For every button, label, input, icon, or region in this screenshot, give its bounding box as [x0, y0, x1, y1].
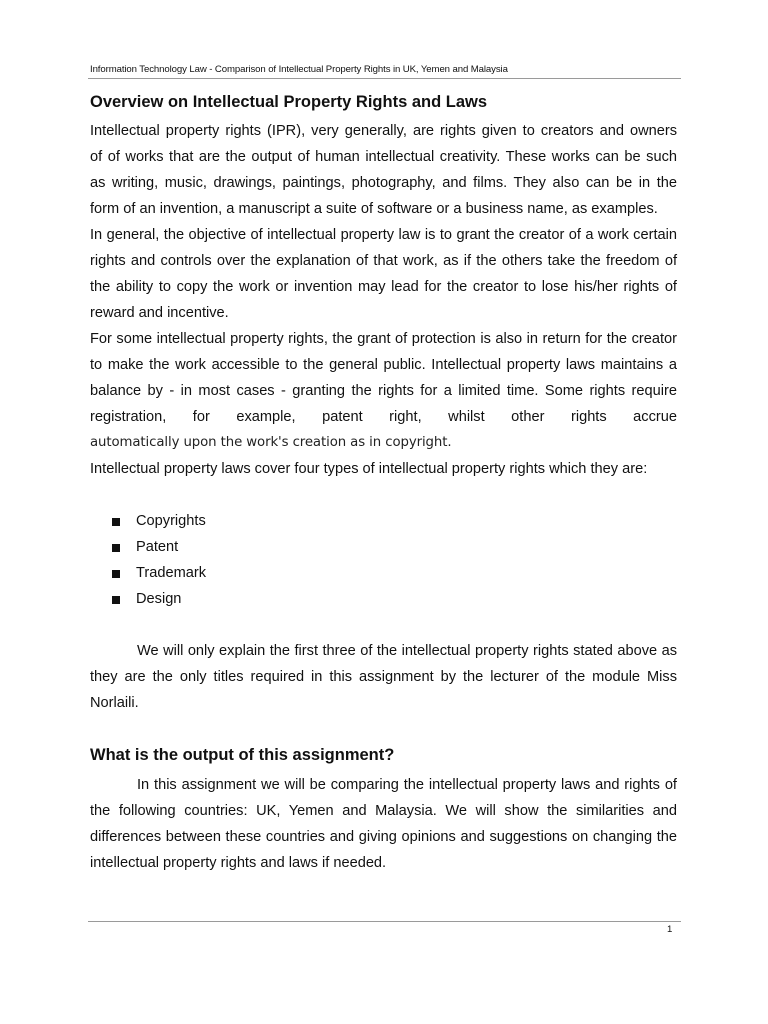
- paragraph-line: form of an invention, a manuscript a suite of software or a business name, as examples.: [90, 201, 658, 217]
- page-number: 1: [667, 924, 673, 935]
- paragraph-line: of of works that are the output of human intellectual creativity. These works can be such: [90, 149, 677, 165]
- paragraph-ipr-protection-end: automatically upon the work's creation as in copyright.: [90, 435, 452, 450]
- list-item: [112, 534, 206, 560]
- list-item: [112, 508, 206, 534]
- list-item-label: Copyrights: [136, 513, 206, 529]
- list-item-label: Design: [136, 591, 182, 607]
- footer-rule: [88, 921, 681, 922]
- paragraph-assignment-output: In this assignment we will be comparing the intellectual property laws and rights of the following countries: UK, Yemen and Malaysia. We will show the similarities and differences between these countries and giving opinions and suggestions on changing the intellectual property rights and laws if needed.: [90, 777, 677, 871]
- paragraph-line: Intellectual property rights (IPR), very generally, are rights given to creators and owners: [90, 123, 677, 139]
- paragraph-ipr-types-intro: Intellectual property laws cover four types of intellectual property rights which they are:: [90, 461, 648, 477]
- list-item-label: Trademark: [136, 565, 207, 581]
- paragraph-line: as writing, music, drawings, paintings, photography, and films. They also can be in the: [90, 175, 677, 191]
- square-bullet-icon: [112, 544, 120, 552]
- list-item: [112, 586, 206, 612]
- list-item: [112, 560, 206, 586]
- header-rule: [88, 78, 681, 79]
- paragraph-scope: We will only explain the first three of the intellectual property rights stated above as they are the only titles required in this assignment by the lecturer of the module Miss Norlaili.: [90, 643, 677, 711]
- list-item-label: Patent: [136, 539, 179, 555]
- square-bullet-icon: [112, 518, 120, 526]
- running-header: Information Technology Law - Comparison of Intellectual Property Rights in UK, Yemen and Malaysia: [90, 64, 508, 75]
- paragraph-ipr-objective: In general, the objective of intellectual property law is to grant the creator of a work certain rights and controls over the explanation of that work, as if the others take the freedom of the ability to copy the work or invention may lead for the creator to lose his/her rights of reward and incentive.: [90, 227, 677, 321]
- section-heading-overview: Overview on Intellectual Property Rights and Laws: [90, 93, 488, 111]
- section-heading-output: What is the output of this assignment?: [90, 746, 395, 764]
- ipr-types-list: [112, 508, 206, 612]
- paragraph-ipr-protection: For some intellectual property rights, the grant of protection is also in return for the creator to make the work accessible to the general public. Intellectual property laws maintains a balance by - in most cases - granting the rights for a limited time. Some rights require registration, for example, patent right, whilst other rights accrue: [90, 331, 677, 425]
- square-bullet-icon: [112, 570, 120, 578]
- square-bullet-icon: [112, 596, 120, 604]
